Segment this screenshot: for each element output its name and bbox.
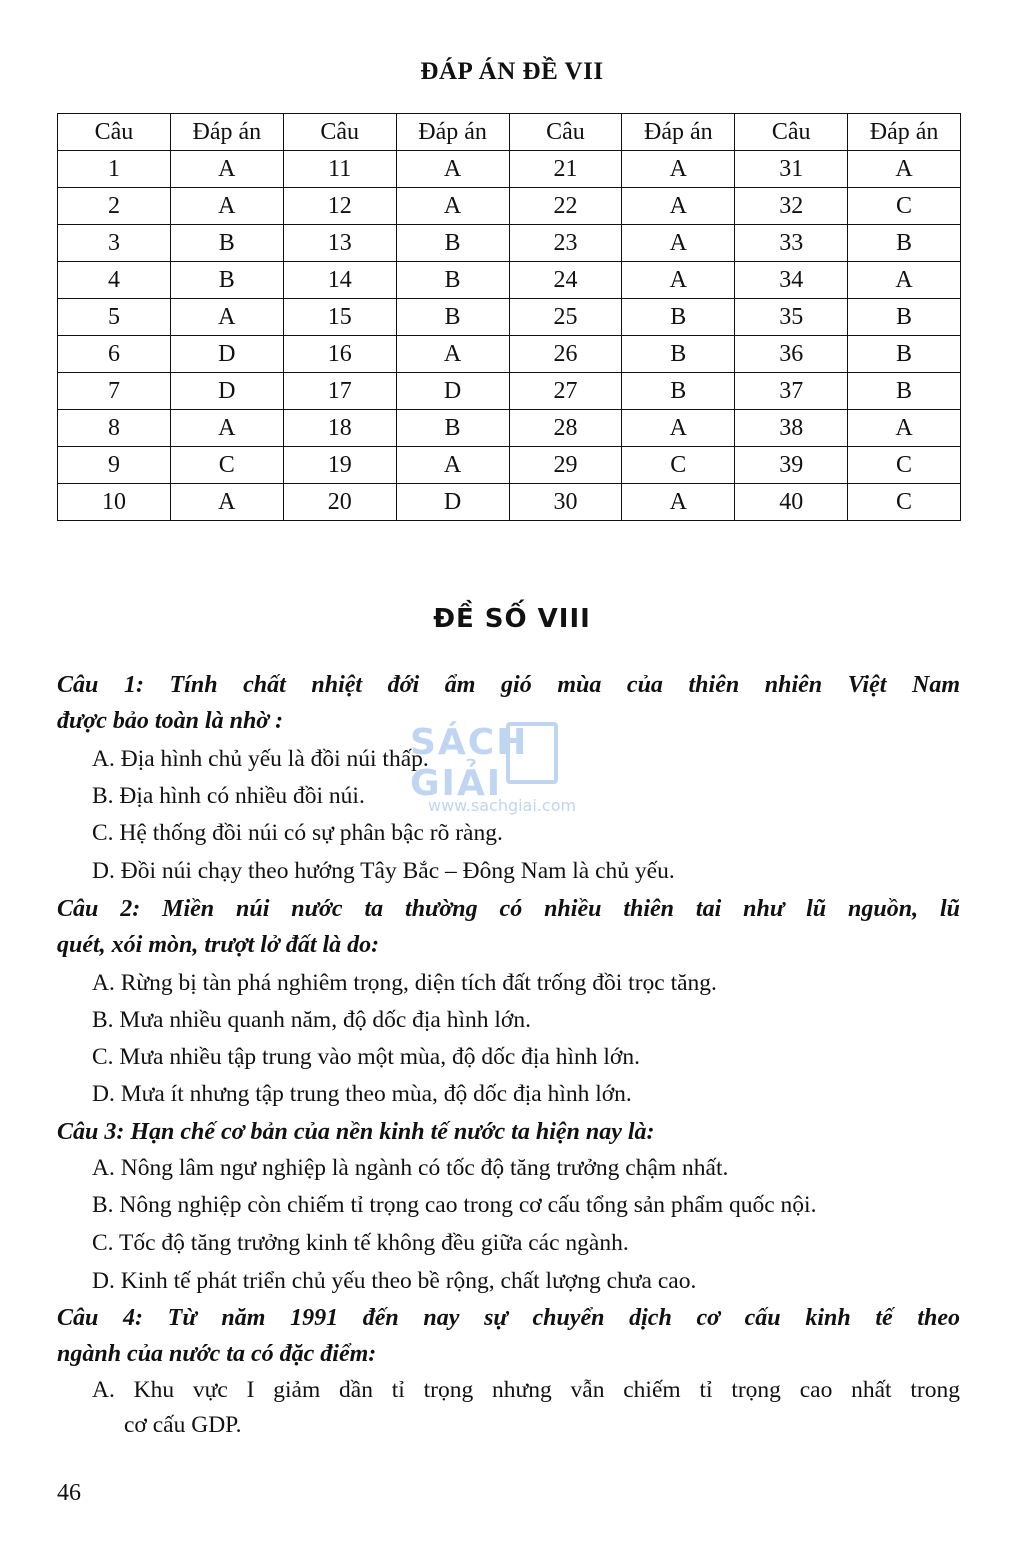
- answer-cell: B: [848, 336, 961, 373]
- answer-cell: D: [170, 336, 283, 373]
- question-number-cell: 14: [283, 262, 396, 299]
- header-dap-an: Đáp án: [170, 114, 283, 151]
- answer-cell: A: [622, 225, 735, 262]
- answer-cell: B: [622, 299, 735, 336]
- answer-key-body: [58, 151, 961, 521]
- question-4-text-line2: ngành của nước ta có đặc điểm:: [57, 1341, 377, 1367]
- answer-cell: A: [848, 151, 961, 188]
- question-number-cell: 40: [735, 484, 848, 521]
- answer-cell: D: [396, 484, 509, 521]
- question-number-cell: 23: [509, 225, 622, 262]
- header-cau: Câu: [509, 114, 622, 151]
- question-2-text-line2: quét, xói mòn, trượt lở đất là do:: [57, 932, 380, 958]
- answer-cell: A: [622, 262, 735, 299]
- answer-cell: C: [622, 447, 735, 484]
- answer-cell: A: [848, 410, 961, 447]
- answer-cell: A: [622, 484, 735, 521]
- answer-cell: B: [170, 262, 283, 299]
- question-1-text-line1: Câu 1: Tính chất nhiệt đới ẩm gió mùa của thiên nhiên Việt Nam: [57, 672, 960, 698]
- header-dap-an: Đáp án: [396, 114, 509, 151]
- answer-cell: A: [848, 262, 961, 299]
- question-number-cell: 6: [58, 336, 171, 373]
- question-number-cell: 19: [283, 447, 396, 484]
- answer-cell: B: [396, 262, 509, 299]
- question-2-option-b: B. Mưa nhiều quanh năm, độ dốc địa hình lớn.: [92, 1007, 531, 1033]
- table-row: [58, 373, 961, 410]
- question-number-cell: 17: [283, 373, 396, 410]
- question-number-cell: 9: [58, 447, 171, 484]
- answer-cell: A: [396, 188, 509, 225]
- table-row: [58, 410, 961, 447]
- answer-cell: A: [170, 410, 283, 447]
- question-3-option-b: B. Nông nghiệp còn chiếm tỉ trọng cao trong cơ cấu tổng sản phẩm quốc nội.: [92, 1192, 817, 1218]
- answer-cell: A: [396, 447, 509, 484]
- answer-cell: A: [170, 484, 283, 521]
- watermark-g-box-icon: [506, 722, 558, 784]
- answer-cell: A: [622, 188, 735, 225]
- question-4-text-line1: Câu 4: Từ năm 1991 đến nay sự chuyển dịch cơ cấu kinh tế theo: [57, 1305, 960, 1331]
- answer-cell: B: [170, 225, 283, 262]
- question-number-cell: 21: [509, 151, 622, 188]
- question-number-cell: 24: [509, 262, 622, 299]
- question-number-cell: 31: [735, 151, 848, 188]
- question-number-cell: 32: [735, 188, 848, 225]
- question-1-option-c: C. Hệ thống đồi núi có sự phân bậc rõ ràng.: [92, 820, 503, 846]
- question-number-cell: 8: [58, 410, 171, 447]
- answer-cell: B: [396, 410, 509, 447]
- question-number-cell: 27: [509, 373, 622, 410]
- answer-cell: A: [396, 151, 509, 188]
- question-number-cell: 22: [509, 188, 622, 225]
- table-row: [58, 484, 961, 521]
- answer-cell: B: [622, 336, 735, 373]
- table-row: [58, 447, 961, 484]
- answer-cell: A: [622, 151, 735, 188]
- question-number-cell: 37: [735, 373, 848, 410]
- question-number-cell: 2: [58, 188, 171, 225]
- question-2-option-a: A. Rừng bị tàn phá nghiêm trọng, diện tích đất trống đồi trọc tăng.: [92, 970, 717, 996]
- answer-cell: C: [848, 447, 961, 484]
- table-header-row: [58, 114, 961, 151]
- header-dap-an: Đáp án: [848, 114, 961, 151]
- answer-cell: B: [396, 225, 509, 262]
- answer-cell: A: [170, 188, 283, 225]
- question-3-option-c: C. Tốc độ tăng trưởng kinh tế không đều giữa các ngành.: [92, 1230, 629, 1256]
- question-3-text-line1: Câu 3: Hạn chế cơ bản của nền kinh tế nước ta hiện nay là:: [57, 1119, 655, 1145]
- exam-title: ĐỀ SỐ VIII: [433, 604, 591, 634]
- question-2-option-d: D. Mưa ít nhưng tập trung theo mùa, độ dốc địa hình lớn.: [92, 1081, 632, 1107]
- question-1-option-b: B. Địa hình có nhiều đồi núi.: [92, 783, 365, 809]
- question-number-cell: 34: [735, 262, 848, 299]
- question-3-option-d: D. Kinh tế phát triển chủ yếu theo bề rộng, chất lượng chưa cao.: [92, 1268, 697, 1294]
- answer-cell: D: [170, 373, 283, 410]
- answer-cell: B: [848, 299, 961, 336]
- table-row: [58, 151, 961, 188]
- question-number-cell: 4: [58, 262, 171, 299]
- question-number-cell: 15: [283, 299, 396, 336]
- question-number-cell: 30: [509, 484, 622, 521]
- question-4-option-a-line2: cơ cấu GDP.: [124, 1412, 242, 1438]
- question-number-cell: 35: [735, 299, 848, 336]
- question-2-text-line1: Câu 2: Miền núi nước ta thường có nhiều thiên tai như lũ nguồn, lũ: [57, 896, 960, 922]
- question-number-cell: 1: [58, 151, 171, 188]
- question-number-cell: 39: [735, 447, 848, 484]
- question-1-text-line2: được bảo toàn là nhờ :: [57, 708, 284, 734]
- page-number: 46: [57, 1480, 81, 1506]
- question-1-option-a: A. Địa hình chủ yếu là đồi núi thấp.: [92, 746, 429, 772]
- table-row: [58, 188, 961, 225]
- answer-cell: A: [396, 336, 509, 373]
- question-2-option-c: C. Mưa nhiều tập trung vào một mùa, độ dốc địa hình lớn.: [92, 1044, 640, 1070]
- question-1-option-d: D. Đồi núi chạy theo hướng Tây Bắc – Đông Nam là chủ yếu.: [92, 858, 675, 884]
- answer-key-title: ĐÁP ÁN ĐỀ VII: [420, 58, 604, 85]
- question-number-cell: 11: [283, 151, 396, 188]
- question-number-cell: 7: [58, 373, 171, 410]
- question-number-cell: 28: [509, 410, 622, 447]
- answer-cell: C: [848, 484, 961, 521]
- answer-cell: D: [396, 373, 509, 410]
- question-number-cell: 38: [735, 410, 848, 447]
- answer-cell: B: [622, 373, 735, 410]
- question-number-cell: 12: [283, 188, 396, 225]
- answer-cell: A: [622, 410, 735, 447]
- question-number-cell: 13: [283, 225, 396, 262]
- header-dap-an: Đáp án: [622, 114, 735, 151]
- answer-cell: C: [848, 188, 961, 225]
- table-row: [58, 262, 961, 299]
- question-number-cell: 36: [735, 336, 848, 373]
- header-cau: Câu: [58, 114, 171, 151]
- answer-cell: B: [396, 299, 509, 336]
- question-number-cell: 29: [509, 447, 622, 484]
- question-3-option-a: A. Nông lâm ngư nghiệp là ngành có tốc độ tăng trưởng chậm nhất.: [92, 1155, 729, 1181]
- question-number-cell: 3: [58, 225, 171, 262]
- question-number-cell: 20: [283, 484, 396, 521]
- question-number-cell: 18: [283, 410, 396, 447]
- question-number-cell: 10: [58, 484, 171, 521]
- table-row: [58, 299, 961, 336]
- watermark-url: www.sachgiai.com: [428, 796, 577, 815]
- answer-cell: A: [170, 151, 283, 188]
- question-number-cell: 33: [735, 225, 848, 262]
- question-number-cell: 5: [58, 299, 171, 336]
- answer-cell: B: [848, 225, 961, 262]
- answer-cell: C: [170, 447, 283, 484]
- header-cau: Câu: [283, 114, 396, 151]
- question-4-option-a-line1: A. Khu vực I giảm dần tỉ trọng nhưng vẫn chiếm tỉ trọng cao nhất trong: [92, 1377, 960, 1403]
- table-row: [58, 225, 961, 262]
- watermark-brand: SÁCH GIẢI: [410, 722, 529, 804]
- question-number-cell: 26: [509, 336, 622, 373]
- answer-cell: B: [848, 373, 961, 410]
- watermark-logo: [410, 722, 630, 822]
- answer-cell: A: [170, 299, 283, 336]
- answer-key-table: [57, 113, 961, 521]
- question-number-cell: 25: [509, 299, 622, 336]
- header-cau: Câu: [735, 114, 848, 151]
- question-number-cell: 16: [283, 336, 396, 373]
- table-row: [58, 336, 961, 373]
